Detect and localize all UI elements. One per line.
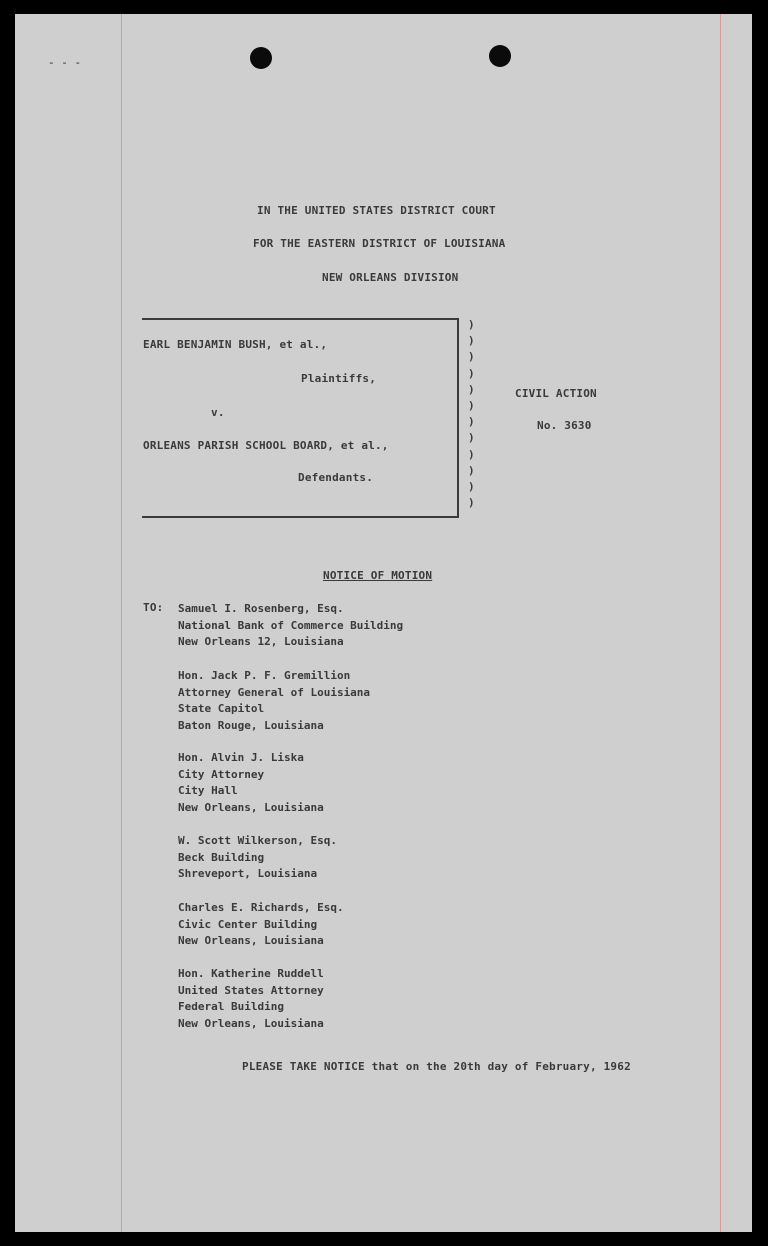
caption-side-rule [457,318,459,518]
punch-hole-right [489,45,511,67]
defendant-name: ORLEANS PARISH SCHOOL BOARD, et al., [143,439,389,452]
left-margin-line [121,14,122,1232]
court-heading-line3: NEW ORLEANS DIVISION [322,271,459,284]
recipient-block-6: Hon. Katherine Ruddell United States Attorney Federal Building New Orleans, Louisiana [178,967,324,1030]
case-number: No. 3630 [537,419,592,432]
caption-bottom-rule [142,516,459,518]
civil-action-label: CIVIL ACTION [515,387,597,400]
caption-top-rule [142,318,459,320]
right-margin-line [720,14,721,1232]
court-heading-line2: FOR THE EASTERN DISTRICT OF LOUISIANA [253,237,506,250]
ink-mark: - - - [48,56,82,69]
document-page [15,14,752,1232]
plaintiff-name: EARL BENJAMIN BUSH, et al., [143,338,328,351]
recipient-block-3: Hon. Alvin J. Liska City Attorney City Hall New Orleans, Louisiana [178,751,324,814]
caption-bracket: ) ) ) ) ) ) ) ) ) ) ) ) [468,318,475,510]
punch-hole-left [250,47,272,69]
recipient-block-2: Hon. Jack P. F. Gremillion Attorney General of Louisiana State Capitol Baton Rouge, Louisiana [178,669,371,732]
court-heading-line1: IN THE UNITED STATES DISTRICT COURT [257,204,496,217]
defendant-role: Defendants. [298,471,374,484]
recipient-block-4: W. Scott Wilkerson, Esq. Beck Building Shreveport, Louisiana [178,834,337,880]
plaintiff-role: Plaintiffs, [301,372,377,385]
versus-label: v. [211,406,225,419]
to-label: TO: [143,601,164,614]
recipient-block-5: Charles E. Richards, Esq. Civic Center Building New Orleans, Louisiana [178,901,344,947]
recipient-block-1: Samuel I. Rosenberg, Esq. National Bank of Commerce Building New Orleans 12, Louisiana [178,602,404,648]
notice-title: NOTICE OF MOTION [323,569,433,582]
closing-notice-line: PLEASE TAKE NOTICE that on the 20th day of February, 1962 [242,1060,631,1073]
